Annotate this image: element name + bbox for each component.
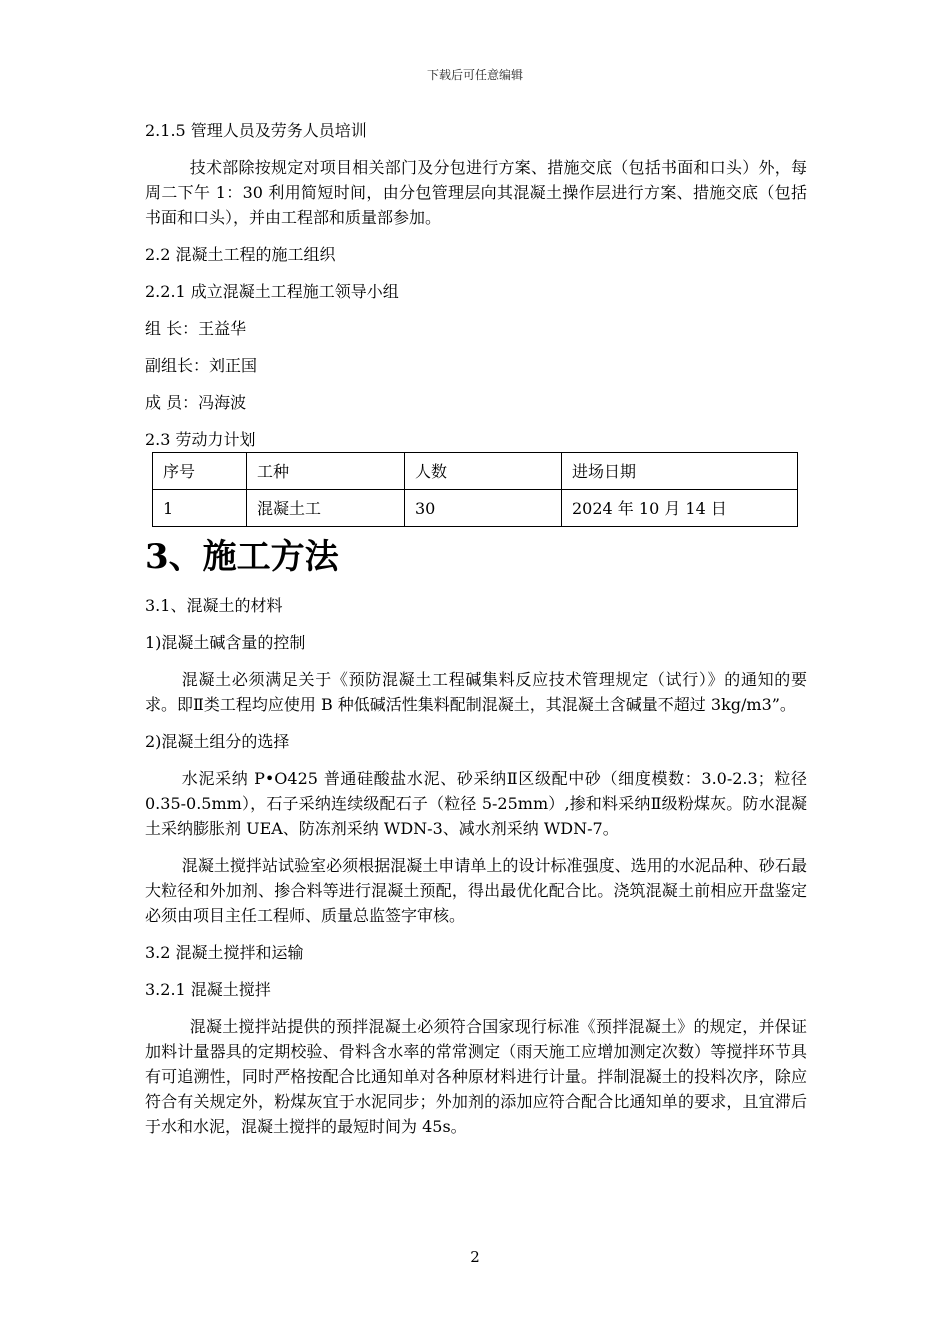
- table-cell: 混凝土工: [247, 490, 405, 527]
- section-title-3: 3、施工方法: [145, 537, 339, 577]
- table-cell: 30: [405, 490, 562, 527]
- table-header-cell: 序号: [153, 453, 247, 490]
- page-number: 2: [470, 1248, 480, 1266]
- paragraph-alkali: 混凝土必须满足关于《预防混凝土工程碱集料反应技术管理规定（试行）》的通知的要求。即Ⅱ类工程均应使用 B 种低碱活性集料配制混凝土，其混凝土含碱量不超过 3kg/m3”。: [145, 670, 807, 714]
- page-header: 下载后可任意编辑: [426, 68, 523, 82]
- heading-2-3: 2.3 劳动力计划: [145, 430, 256, 449]
- document-body: [145, 118, 807, 1151]
- table-header-cell: 人数: [405, 453, 562, 490]
- table-header-cell: 工种: [247, 453, 405, 490]
- heading-2-2: 2.2 混凝土工程的施工组织: [145, 245, 336, 264]
- team-member: 成 员：冯海波: [145, 393, 247, 412]
- paragraph-mixing: 混凝土搅拌站提供的预拌混凝土必须符合国家现行标准《预拌混凝土》的规定，并保证加料计量器具的定期校验、骨料含水率的常常测定（雨天施工应增加测定次数）等搅拌环节具有可追溯性，同时严格按配合比通知单对各种原材料进行计量。拌制混凝土的投料次序，除应符合有关规定外，粉煤灰宜于水泥同步；外加剂的添加应符合配合比通知单的要求，且宜滞后于水和水泥，混凝土搅拌的最短时间为 45s。: [145, 1017, 807, 1136]
- heading-alkali-control: 1)混凝土碱含量的控制: [145, 633, 306, 652]
- heading-3-2-1: 3.2.1 混凝土搅拌: [145, 980, 271, 999]
- heading-3-1: 3.1、混凝土的材料: [145, 596, 283, 615]
- heading-2-1-5: 2.1.5 管理人员及劳务人员培训: [145, 121, 367, 140]
- team-deputy: 副组长：刘正国: [145, 356, 258, 375]
- paragraph-training: 技术部除按规定对项目相关部门及分包进行方案、措施交底（包括书面和口头）外，每周二下午 1：30 利用简短时间，由分包管理层向其混凝土操作层进行方案、措施交底（包括书面和口头），并由工程部和质量部参加。: [145, 158, 807, 227]
- table-cell: 1: [153, 490, 247, 527]
- heading-2-2-1: 2.2.1 成立混凝土工程施工领导小组: [145, 282, 399, 301]
- heading-component-selection: 2)混凝土组分的选择: [145, 732, 290, 751]
- table-cell: 2024 年 10 月 14 日: [562, 490, 798, 527]
- paragraph-materials: 水泥采纳 P•O425 普通硅酸盐水泥、砂采纳Ⅱ区级配中砂（细度模数：3.0-2.3；粒径 0.35-0.5mm），石子采纳连续级配石子（粒径 5-25mm）,掺和料采纳Ⅱ级粉煤灰。防水混凝土采纳膨胀剂 UEA、防冻剂采纳 WDN-3、减水剂采纳 WDN-7。: [145, 769, 807, 838]
- paragraph-mix-design: 混凝土搅拌站试验室必须根据混凝土申请单上的设计标准强度、选用的水泥品种、砂石最大粒径和外加剂、掺合料等进行混凝土预配，得出最优化配合比。浇筑混凝土前相应开盘鉴定必须由项目主任工程师、质量总监签字审核。: [145, 856, 807, 925]
- team-leader: 组 长：王益华: [145, 319, 247, 338]
- heading-3-2: 3.2 混凝土搅拌和运输: [145, 943, 304, 962]
- table-header-row: [153, 453, 798, 490]
- labor-plan-table: [152, 452, 798, 527]
- table-row: [153, 490, 798, 527]
- table-header-cell: 进场日期: [562, 453, 798, 490]
